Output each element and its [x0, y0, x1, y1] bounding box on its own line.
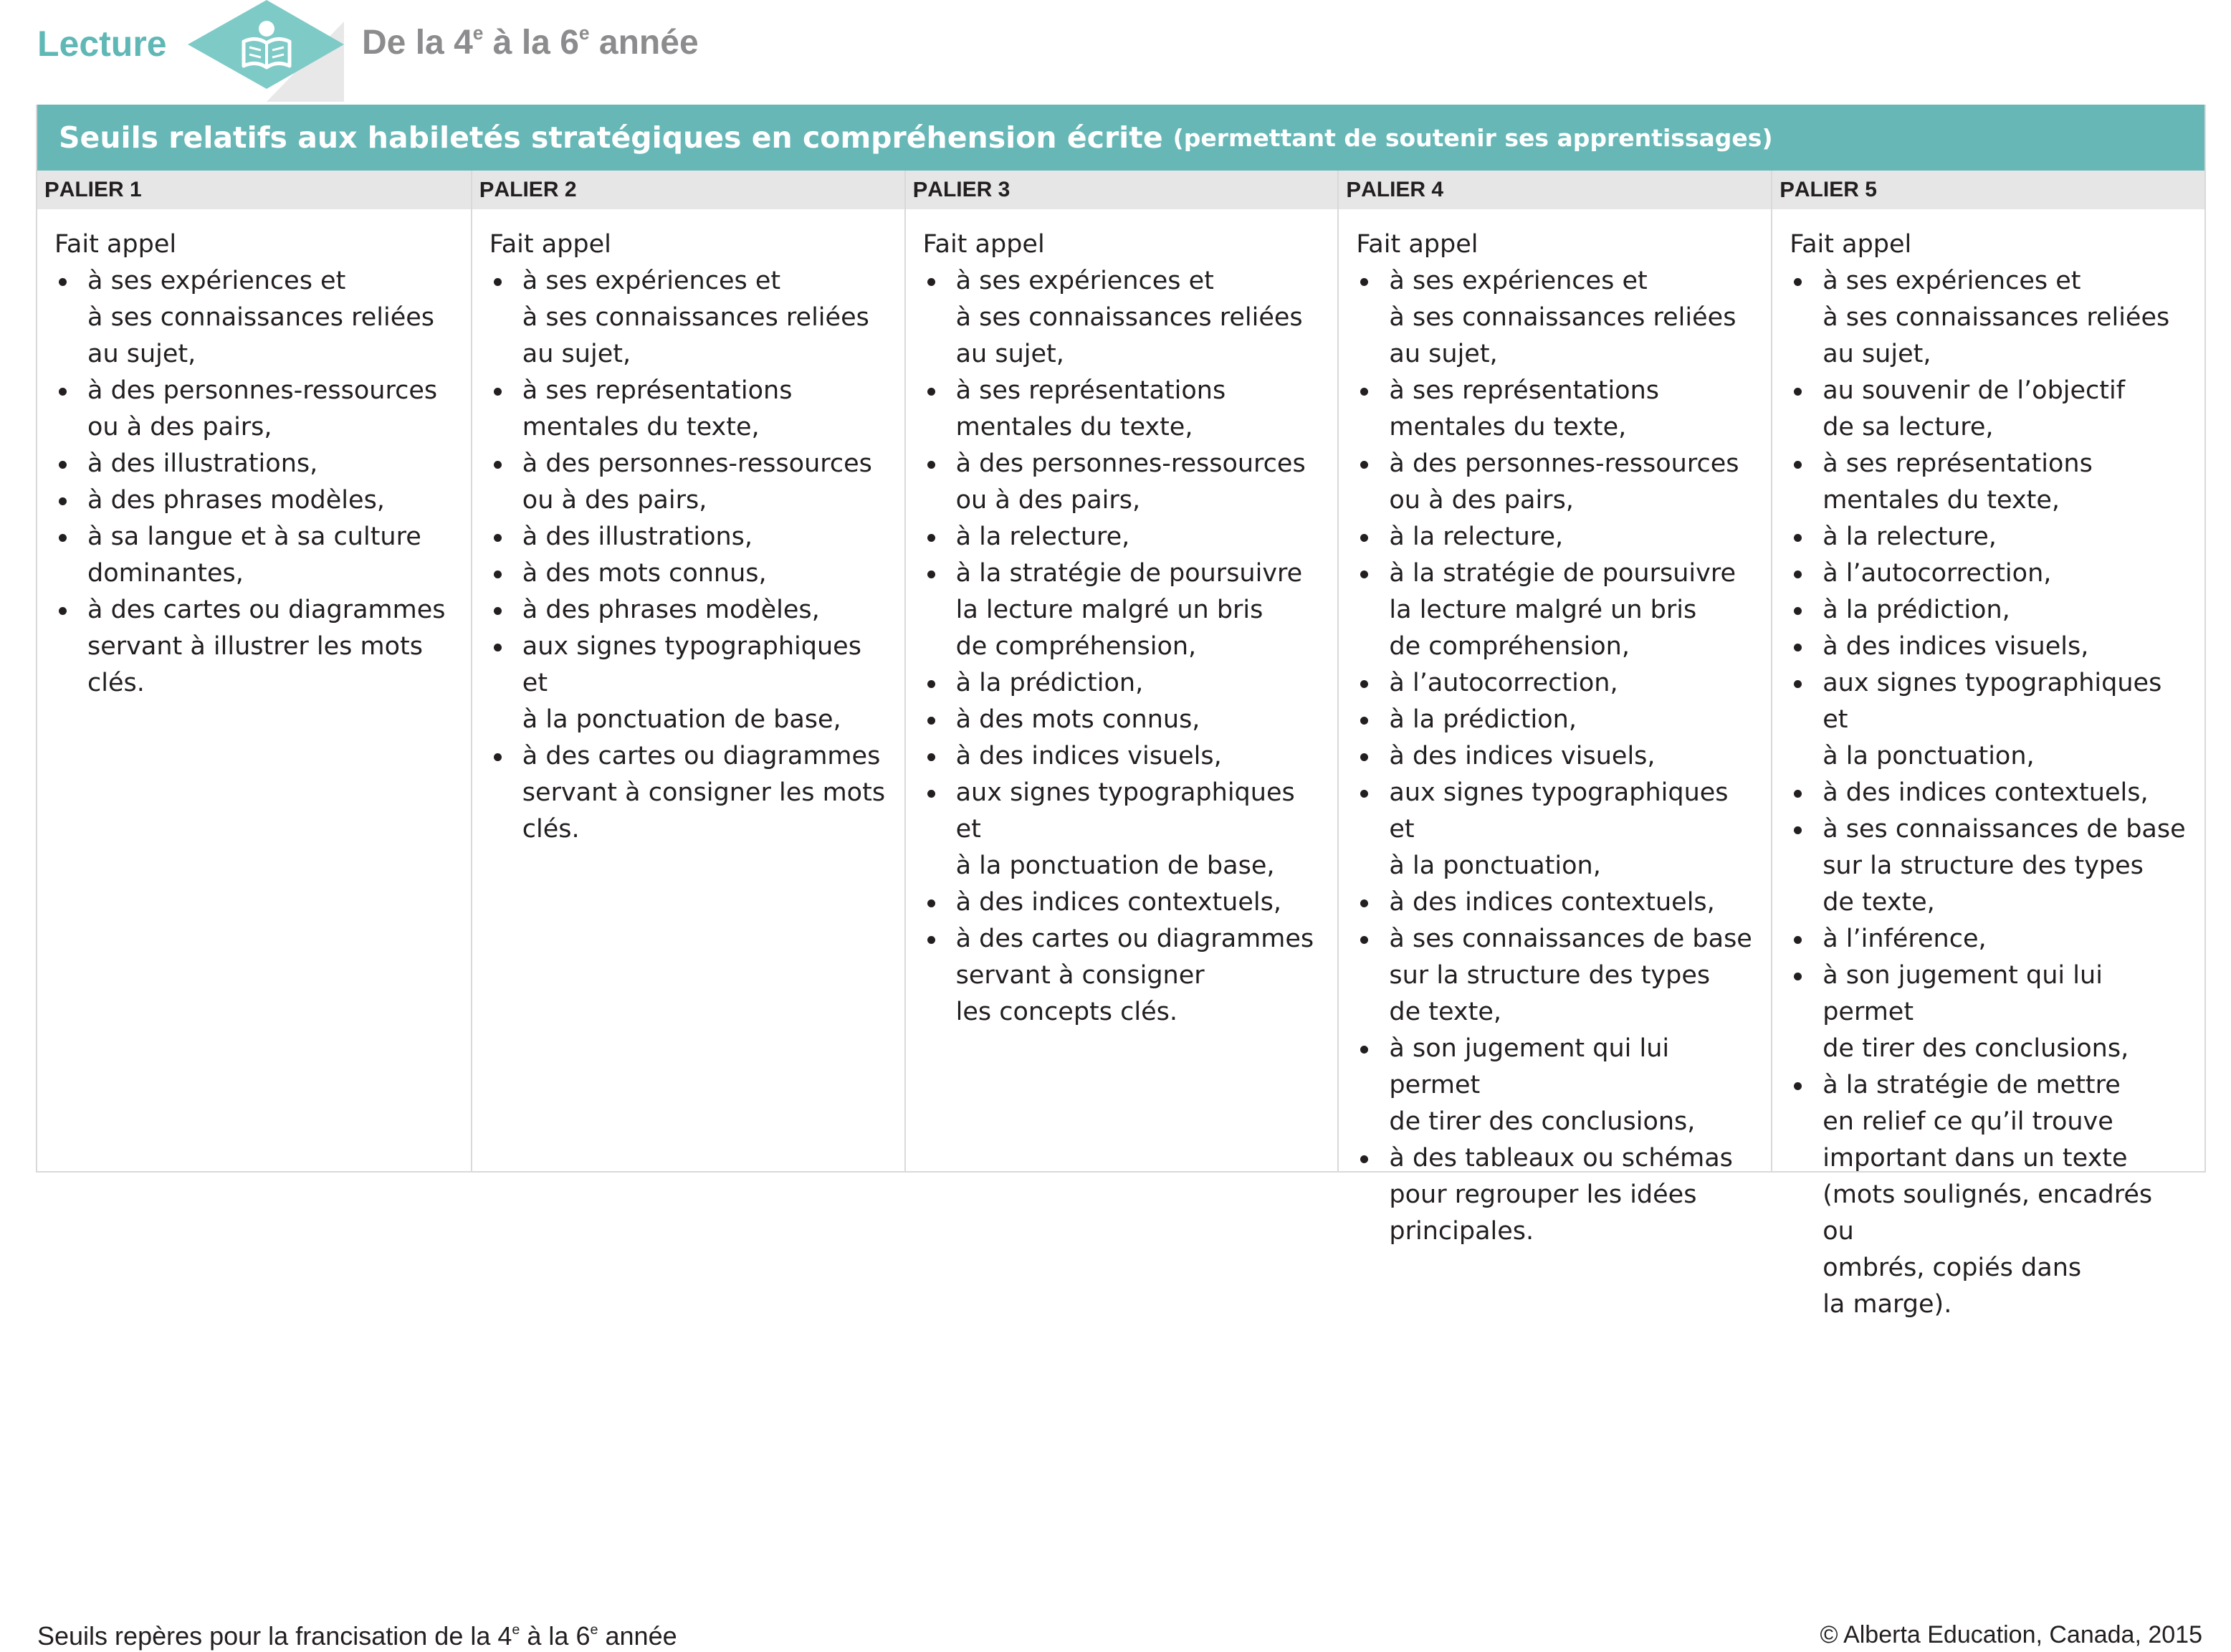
palier-content	[906, 209, 1338, 1171]
strategy-list	[923, 263, 1324, 1031]
palier-content	[1339, 209, 1771, 1246]
thresholds-table	[36, 105, 2206, 1319]
list-item: à des tableaux ou schémas pour regrouper les idées principales.	[1356, 1140, 1757, 1250]
palier-column	[904, 171, 1338, 1171]
table-subtitle: (permettant de soutenir ses apprentissages)	[1172, 123, 1773, 152]
list-item: à ses représentations mentales du texte,	[1790, 446, 2190, 519]
strategy-list	[1790, 263, 2190, 1323]
list-item: à des personnes-ressources ou à des pairs,	[923, 446, 1324, 519]
palier-column	[1771, 171, 2204, 1319]
list-item: à ses représentations mentales du texte,	[1356, 373, 1757, 446]
list-item: à ses représentations mentales du texte,	[923, 373, 1324, 446]
palier-column	[1337, 171, 1771, 1246]
list-item: à sa langue et à sa culture dominantes,	[54, 519, 457, 592]
list-item: au souvenir de l’objectif de sa lecture,	[1790, 373, 2190, 446]
lead-text: Fait appel	[54, 230, 177, 259]
list-item: à ses connaissances de base sur la structure des types de texte,	[1356, 921, 1757, 1031]
palier-header: P ALIER 2	[472, 171, 904, 209]
list-item: à la prédiction,	[1790, 592, 2190, 629]
list-item: à des mots connus,	[923, 702, 1324, 738]
list-item: à la prédiction,	[1356, 702, 1757, 738]
footer-copyright: © Alberta Education, Canada, 2015	[1820, 1621, 2202, 1648]
lead-text: Fait appel	[489, 230, 611, 259]
list-item: à des indices contextuels,	[1790, 775, 2190, 811]
strategy-list	[1356, 263, 1757, 1250]
strategy-list	[489, 263, 890, 848]
list-item: à ses expériences et à ses connaissances reliées au sujet,	[54, 263, 457, 373]
list-item: à des personnes-ressources ou à des pairs,	[54, 373, 457, 446]
list-item: à son jugement qui lui permet de tirer des conclusions,	[1790, 958, 2190, 1067]
list-item: à des cartes ou diagrammes servant à consigner les concepts clés.	[923, 921, 1324, 1031]
list-item: à des cartes ou diagrammes servant à illustrer les mots clés.	[54, 592, 457, 702]
lead-text: Fait appel	[922, 230, 1045, 259]
list-item: à l’autocorrection,	[1790, 555, 2190, 592]
list-item: à des indices contextuels,	[923, 884, 1324, 921]
list-item: à des cartes ou diagrammes servant à consigner les mots clés.	[489, 738, 890, 848]
list-item: à la stratégie de poursuivre la lecture malgré un bris de compréhension,	[1356, 555, 1757, 665]
list-item: à des phrases modèles,	[54, 482, 457, 519]
list-item: à des phrases modèles,	[489, 592, 890, 629]
grade-range: De la 4e à la 6e année	[362, 22, 699, 62]
list-item: à ses expériences et à ses connaissances reliées au sujet,	[1790, 263, 2190, 373]
list-item: à ses expériences et à ses connaissances reliées au sujet,	[923, 263, 1324, 373]
list-item: à la prédiction,	[923, 665, 1324, 702]
list-item: à des indices visuels,	[923, 738, 1324, 775]
list-item: à des personnes-ressources ou à des pairs,	[489, 446, 890, 519]
strategy-list	[54, 263, 457, 702]
list-item: aux signes typographiques et à la ponctuation,	[1790, 665, 2190, 775]
subject-title: Lecture	[37, 24, 167, 64]
table-title: Seuils relatifs aux habiletés stratégiques en compréhension écrite (permettant de soutenir ses apprentissages)	[37, 105, 2204, 171]
list-item: à des indices contextuels,	[1356, 884, 1757, 921]
lead-text: Fait appel	[1790, 230, 1912, 259]
list-item: aux signes typographiques et à la ponctuation,	[1356, 775, 1757, 884]
list-item: à la relecture,	[923, 519, 1324, 555]
list-item: à des indices visuels,	[1356, 738, 1757, 775]
footer-document-title: Seuils repères pour la francisation de la 4e à la 6e année	[37, 1621, 677, 1651]
list-item: à la stratégie de poursuivre la lecture malgré un bris de compréhension,	[923, 555, 1324, 665]
list-item: à ses connaissances de base sur la structure des types de texte,	[1790, 811, 2190, 921]
palier-header: P ALIER 4	[1339, 171, 1771, 209]
reading-book-icon	[188, 0, 345, 108]
list-item: aux signes typographiques et à la ponctuation de base,	[489, 629, 890, 738]
table-columns	[37, 171, 2204, 1319]
palier-header: P ALIER 5	[1772, 171, 2204, 209]
palier-content	[472, 209, 904, 1171]
list-item: à ses expériences et à ses connaissances reliées au sujet,	[1356, 263, 1757, 373]
list-item: à des personnes-ressources ou à des pairs,	[1356, 446, 1757, 519]
lead-text: Fait appel	[1356, 230, 1478, 259]
list-item: à des indices visuels,	[1790, 629, 2190, 665]
list-item: à son jugement qui lui permet de tirer des conclusions,	[1356, 1031, 1757, 1140]
list-item: à la stratégie de mettre en relief ce qu’il trouve important dans un texte (mots soulignés, encadrés ou ombrés, copiés dans la marge).	[1790, 1067, 2190, 1323]
palier-content	[1772, 209, 2204, 1319]
palier-column	[37, 171, 471, 1171]
palier-column	[471, 171, 904, 1171]
list-item: à l’autocorrection,	[1356, 665, 1757, 702]
list-item: à des illustrations,	[489, 519, 890, 555]
palier-header: P ALIER 1	[37, 171, 471, 209]
list-item: à ses représentations mentales du texte,	[489, 373, 890, 446]
list-item: à la relecture,	[1790, 519, 2190, 555]
palier-header: P ALIER 3	[906, 171, 1338, 209]
list-item: à ses expériences et à ses connaissances reliées au sujet,	[489, 263, 890, 373]
list-item: à l’inférence,	[1790, 921, 2190, 958]
list-item: à la relecture,	[1356, 519, 1757, 555]
list-item: à des illustrations,	[54, 446, 457, 482]
list-item: aux signes typographiques et à la ponctuation de base,	[923, 775, 1324, 884]
palier-content	[37, 209, 471, 1171]
list-item: à des mots connus,	[489, 555, 890, 592]
